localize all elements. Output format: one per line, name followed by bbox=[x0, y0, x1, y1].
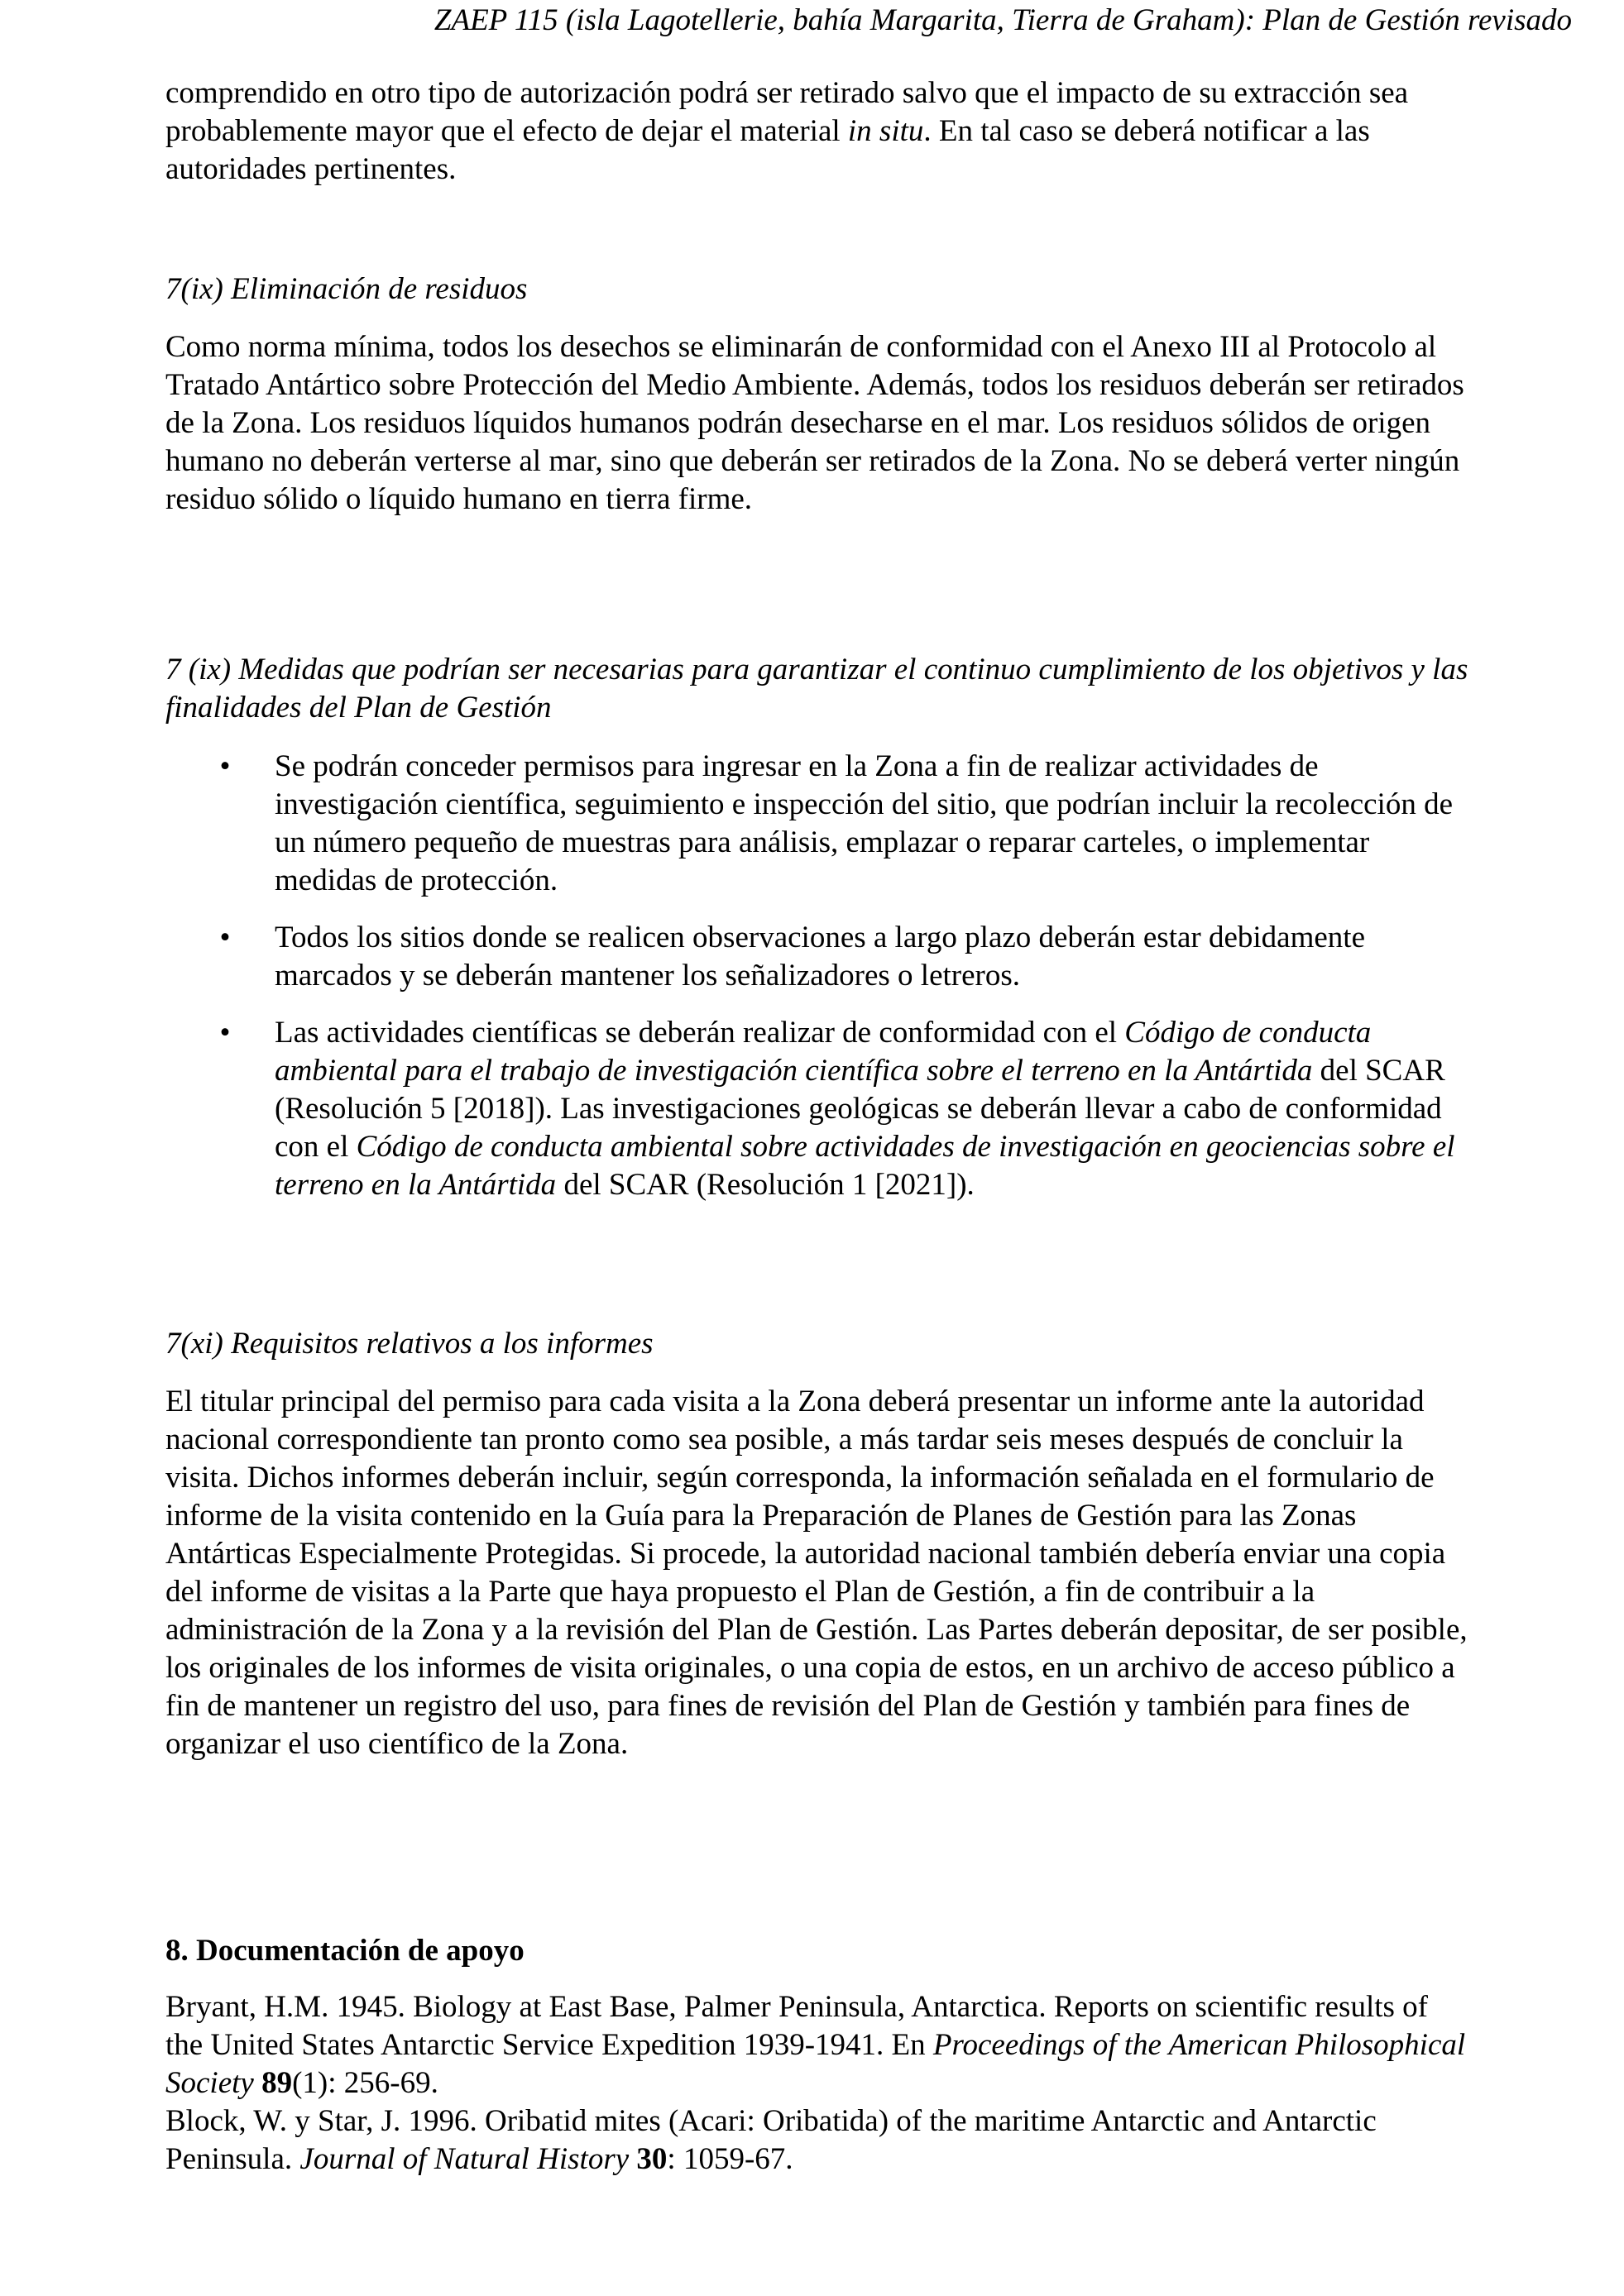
list-item bbox=[165, 1014, 1473, 1204]
bullet-text bbox=[275, 1016, 1455, 1202]
section-waste-body bbox=[165, 328, 1473, 519]
code-title-italic: Código de conducta ambiental sobre actividades de investigación en geociencias sobre el terreno en la Antártida bbox=[275, 1130, 1455, 1202]
bullet-text: Se podrán conceder permisos para ingresar en la Zona a fin de realizar actividades de investigación científica, seguimiento e inspección del sitio, que podrían incluir la recolección de un número pequeño de muestras para análisis, emplazar o reparar carteles, o implementar medidas de protección. bbox=[275, 749, 1454, 897]
section-waste-text: Como norma mínima, todos los desechos se eliminarán de conformidad con el Anexo III al Protocolo al Tratado Antártico sobre Protección del Medio Ambiente. Además, todos los residuos deberán ser retirados de la Zona. Los residuos líquidos humanos podrán desecharse en el mar. Los residuos sólidos de origen humano no deberán verterse al mar, sino que deberán ser retirados de la Zona. No se deberá verter ningún residuo sólido o líquido humano en tierra firme. bbox=[165, 330, 1464, 516]
section-reports-text: El titular principal del permiso para cada visita a la Zona deberá presentar un informe ante la autoridad nacional correspondiente tan pronto como sea posible, a más tardar seis meses después de concluir la visita. Dichos informes deberán incluir, según corresponda, la información señalada en el formulario de informe de la visita contenido en la Guía para la Preparación de Planes de Gestión para las Zonas Antárticas Especialmente Protegidas. Si procede, la autoridad nacional también debería enviar una copia del informe de visitas a la Parte que haya propuesto el Plan de Gestión, a fin de contribuir a la administración de la Zona y a la revisión del Plan de Gestión. Las Partes deberán depositar, de ser posible, los originales de los informes de visita originales, o una copia de estos, en un archivo de acceso público a fin de mantener un registro del uso, para fines de revisión del Plan de Gestión y también para fines de organizar el uso científico de la Zona. bbox=[165, 1385, 1468, 1761]
ref-text: Bryant, H.M. 1945. Biology at East Base, Palmer Peninsula, Antarctica. Reports on scientific results of the United States Antarctic Service Expedition 1939-1941. En bbox=[165, 1990, 1428, 2062]
ref-volume: 89 bbox=[261, 2066, 293, 2100]
reference-item bbox=[165, 1988, 1473, 2102]
ref-volume: 30 bbox=[636, 2142, 668, 2176]
ref-text: : 1059-67. bbox=[667, 2142, 793, 2176]
intro-text-a: comprendido en otro tipo de autorización podrá ser retirado salvo que el impacto de su extracción sea probablemente mayor que el efecto de dejar el material bbox=[165, 76, 1409, 148]
bullet-text-part: Las actividades científicas se deberán realizar de conformidad con el bbox=[275, 1016, 1125, 1050]
section-reports-heading: 7(xi) Requisitos relativos a los informes bbox=[165, 1327, 654, 1361]
intro-text-b: . En tal caso se deberá notificar a las autoridades pertinentes. bbox=[165, 114, 1370, 186]
section-measures-heading: 7 (ix) Medidas que podrían ser necesarias para garantizar el continuo cumplimiento de los objetivos y las finalidades del Plan de Gestión bbox=[165, 653, 1468, 725]
bullet-text-part: del SCAR (Resolución 5 [2018]). Las investigaciones geológicas se deberán llevar a cabo de conformidad con el bbox=[275, 1054, 1445, 1164]
code-title-italic: Código de conducta ambiental para el trabajo de investigación científica sobre el terreno en la Antártida bbox=[275, 1016, 1372, 1088]
bullet-icon: • bbox=[219, 921, 231, 954]
bullet-text: Todos los sitios donde se realicen observaciones a largo plazo deberán estar debidamente marcados y se deberán mantener los señalizadores o letreros. bbox=[275, 921, 1365, 993]
reference-item bbox=[165, 2102, 1473, 2179]
running-header: ZAEP 115 (isla Lagotellerie, bahía Margarita, Tierra de Graham): Plan de Gestión revisado bbox=[434, 3, 1572, 37]
list-item bbox=[165, 919, 1473, 995]
ref-text bbox=[254, 2066, 261, 2100]
section-reports-body bbox=[165, 1383, 1473, 1763]
ref-text: (1): 256-69. bbox=[292, 2066, 438, 2100]
intro-paragraph bbox=[165, 74, 1473, 189]
ref-journal: Proceedings of the American Philosophical Society bbox=[165, 2028, 1466, 2100]
bullet-icon: • bbox=[219, 1016, 231, 1050]
ref-journal: Journal of Natural History bbox=[299, 2142, 630, 2176]
list-item bbox=[165, 748, 1473, 900]
section-docs-heading: 8. Documentación de apoyo bbox=[165, 1934, 525, 1968]
measures-bullet-list bbox=[165, 748, 1473, 1223]
ref-text: Block, W. y Star, J. 1996. Oribatid mites (Acari: Oribatida) of the maritime Antarctic and Antarctic Peninsula. bbox=[165, 2104, 1377, 2176]
section-waste-heading: 7(ix) Eliminación de residuos bbox=[165, 272, 528, 306]
bullet-text-part: del SCAR (Resolución 1 [2021]). bbox=[556, 1168, 975, 1202]
intro-text-italic: in situ bbox=[847, 114, 924, 148]
references-list bbox=[165, 1988, 1473, 2179]
bullet-icon: • bbox=[219, 749, 231, 783]
